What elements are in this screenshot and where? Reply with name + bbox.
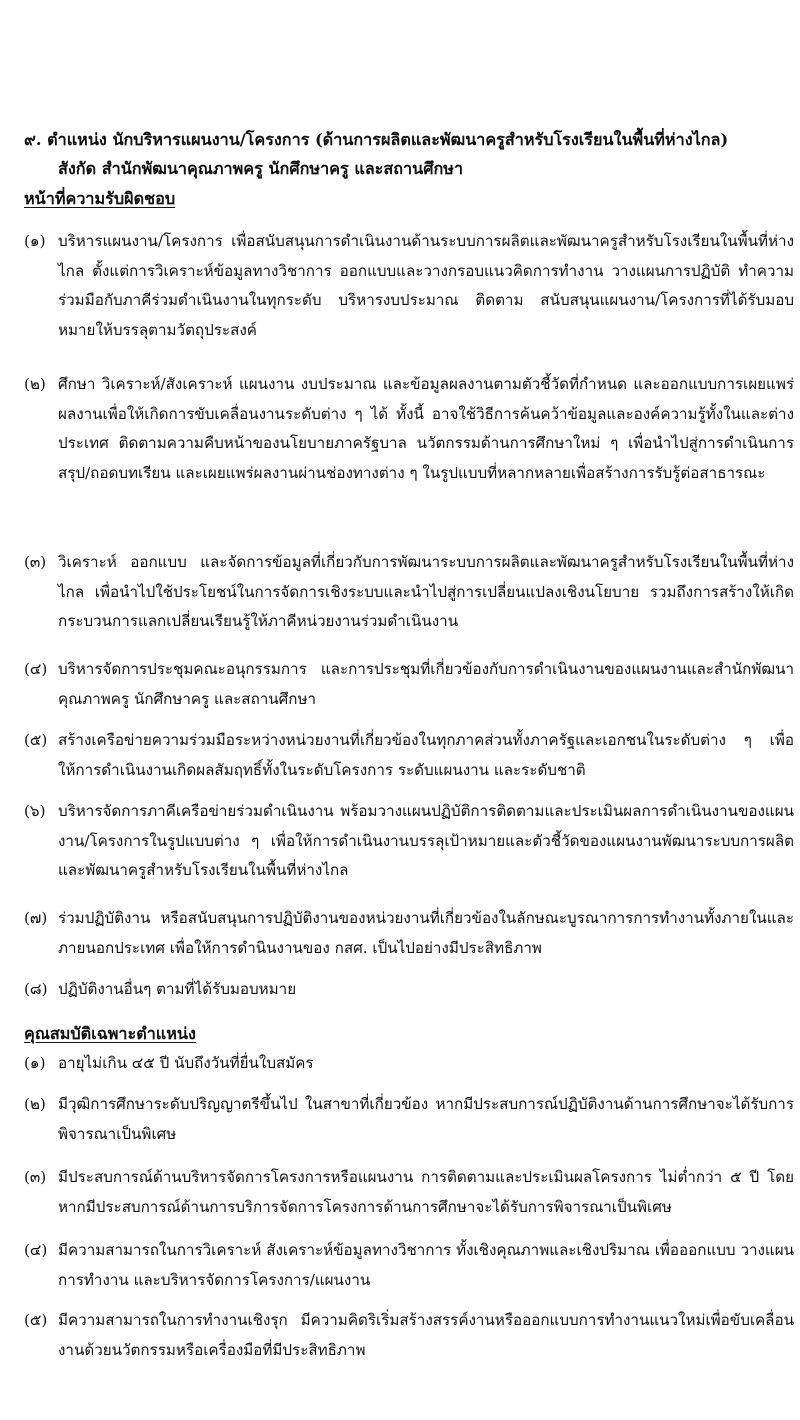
qualification-number: (๒) bbox=[24, 1095, 46, 1113]
qualification-item-1 bbox=[24, 1049, 794, 1079]
duty-text: ศึกษา วิเคราะห์/สังเคราะห์ แผนงาน งบประมาณ และข้อมูลผลงานตามตัวชี้วัดที่กำหนด และออกแบบการเผยแพร่ผลงานเพื่อให้เกิดการขับเคลื่อนงานระดับต่าง ๆ ได้ ทั้งนี้ อาจใช้วิธีการค้นคว้าข้อมูลและองค์ความรู้ทั้งในและต่างประเทศ ติดตามความคืบหน้าของนโยบายภาครัฐบาล นวัตกรรมด้านการศึกษาใหม่ ๆ เพื่อนำไปสู่การดำเนินการสรุป/ถอดบทเรียน และเผยแพร่ผลงานผ่านช่องทางต่าง ๆ ในรูปแบบที่หลากหลายเพื่อสร้างการรับรู้ต่อสาธารณะ bbox=[58, 375, 794, 482]
duty-item-5 bbox=[24, 726, 794, 785]
qualification-number: (๔) bbox=[24, 1241, 48, 1259]
qualification-text: มีวุฒิการศึกษาระดับปริญญาตรีขึ้นไป ในสาขาที่เกี่ยวข้อง หากมีประสบการณ์ปฏิบัติงานด้านการศึกษาจะได้รับการพิจารณาเป็นพิเศษ bbox=[58, 1095, 794, 1143]
duty-number: (๓) bbox=[24, 553, 47, 571]
qualification-text: อายุไม่เกิน ๔๕ ปี นับถึงวันที่ยื่นใบสมัคร bbox=[58, 1054, 314, 1072]
duty-item-3 bbox=[24, 548, 794, 637]
qualification-item-5 bbox=[24, 1306, 794, 1365]
duty-text: สร้างเครือข่ายความร่วมมือระหว่างหน่วยงานที่เกี่ยวข้องในทุกภาคส่วนทั้งภาครัฐและเอกชนในระดับต่าง ๆ เพื่อให้การดำเนินงานเกิดผลสัมฤทธิ์ทั้งในระดับโครงการ ระดับแผนงาน และระดับชาติ bbox=[58, 731, 794, 779]
qualifications-heading: คุณสมบัติเฉพาะตำแหน่ง bbox=[24, 1024, 196, 1043]
duty-number: (๔) bbox=[24, 660, 48, 678]
duty-text: ปฏิบัติงานอื่นๆ ตามที่ได้รับมอบหมาย bbox=[58, 980, 297, 998]
duty-text: บริหารจัดการภาคีเครือข่ายร่วมดำเนินงาน พร้อมวางแผนปฏิบัติการติดตามและประเมินผลการดำเนินงานของแผนงาน/โครงการในรูปแบบต่าง ๆ เพื่อให้การดำเนินงานบรรลุเป้าหมายและตัวชี้วัดของแผนงานพัฒนาระบบการผลิตและพัฒนาครูสำหรับโรงเรียนในพื้นที่ห่างไกล bbox=[58, 802, 794, 879]
duty-number: (๗) bbox=[24, 909, 48, 927]
duty-text: วิเคราะห์ ออกแบบ และจัดการข้อมูลที่เกี่ยวกับการพัฒนาระบบการผลิตและพัฒนาครูสำหรับโรงเรียนในพื้นที่ห่างไกล เพื่อนำไปใช้ประโยชน์ในการจัดการเชิงระบบและนำไปสู่การเปลี่ยนแปลงเชิงนโยบาย รวมถึงการสร้างให้เกิดกระบวนการแลกเปลี่ยนเรียนรู้ให้ภาคีหน่วยงานร่วมดำเนินงาน bbox=[58, 553, 794, 630]
qualification-number: (๑) bbox=[24, 1054, 46, 1072]
qualification-text: มีความสามารถในการวิเคราะห์ สังเคราะห์ข้อมูลทางวิชาการ ทั้งเชิงคุณภาพและเชิงปริมาณ เพื่อออกแบบ วางแผนการทำงาน และบริหารจัดการโครงการ/แผนงาน bbox=[58, 1241, 794, 1289]
qualification-item-2 bbox=[24, 1090, 794, 1149]
duty-number: (๖) bbox=[24, 802, 46, 820]
duty-number: (๘) bbox=[24, 980, 48, 998]
position-department: สังกัด สำนักพัฒนาคุณภาพครู นักศึกษาครู และสถานศึกษา bbox=[58, 159, 464, 178]
position-title: ๙. ตำแหน่ง นักบริหารแผนงาน/โครงการ (ด้านการผลิตและพัฒนาครูสำหรับโรงเรียนในพื้นที่ห่างไกล) bbox=[24, 130, 729, 149]
duty-number: (๕) bbox=[24, 731, 48, 749]
duty-text: ร่วมปฏิบัติงาน หรือสนับสนุนการปฏิบัติงานของหน่วยงานที่เกี่ยวข้องในลักษณะบูรณาการการทำงานทั้งภายในและภายนอกประเทศ เพื่อให้การดำนินงานของ กสศ. เป็นไปอย่างมีประสิทธิภาพ bbox=[58, 909, 794, 957]
duty-text: บริหารแผนงาน/โครงการ เพื่อสนับสนุนการดำเนินงานด้านระบบการผลิตและพัฒนาครูสำหรับโรงเรียนในพื้นที่ห่างไกล ตั้งแต่การวิเคราะห์ข้อมูลทางวิชาการ ออกแบบและวางกรอบแนวคิดการทำงาน วางแผนการปฏิบัติ ทำความร่วมมือกับภาคีร่วมดำเนินงานในทุกระดับ บริหารงบประมาณ ติดตาม สนับสนุนแผนงาน/โครงการที่ได้รับมอบหมายให้บรรลุตามวัตถุประสงค์ bbox=[58, 232, 794, 339]
qualification-item-4 bbox=[24, 1236, 794, 1295]
qualification-item-3 bbox=[24, 1163, 794, 1222]
duty-number: (๑) bbox=[24, 232, 46, 250]
duty-item-4 bbox=[24, 655, 794, 714]
duty-item-2 bbox=[24, 370, 794, 488]
duty-item-8 bbox=[24, 975, 794, 1005]
duty-item-1 bbox=[24, 227, 794, 345]
duty-text: บริหารจัดการประชุมคณะอนุกรรมการ และการประชุมที่เกี่ยวข้องกับการดำเนินงานของแผนงานและสำนักพัฒนาคุณภาพครู นักศึกษาครู และสถานศึกษา bbox=[58, 660, 794, 708]
duty-item-6 bbox=[24, 797, 794, 886]
qualification-number: (๕) bbox=[24, 1311, 48, 1329]
duties-heading: หน้าที่ความรับผิดชอบ bbox=[24, 189, 176, 208]
qualification-number: (๓) bbox=[24, 1168, 47, 1186]
qualification-text: มีความสามารถในการทำงานเชิงรุก มีความคิดริเริ่มสร้างสรรค์งานหรือออกแบบการทำงานแนวใหม่เพื่อขับเคลื่อนงานด้วยนวัตกรรมหรือเครื่องมือที่มีประสิทธิภาพ bbox=[58, 1311, 794, 1359]
duty-item-7 bbox=[24, 904, 794, 963]
qualification-text: มีประสบการณ์ด้านบริหารจัดการโครงการหรือแผนงาน การติดตามและประเมินผลโครงการ ไม่ต่ำกว่า ๕ ปี โดยหากมีประสบการณ์ด้านการบริการจัดการโครงการด้านการศึกษาจะได้รับการพิจารณาเป็นพิเศษ bbox=[58, 1168, 794, 1216]
duty-number: (๒) bbox=[24, 375, 46, 393]
